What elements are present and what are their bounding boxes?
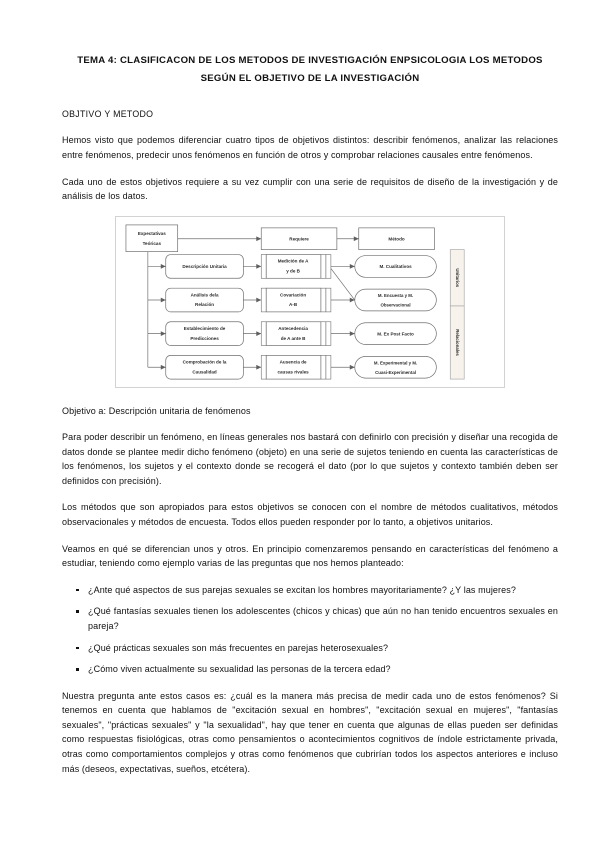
paragraph-2: Cada uno de estos objetivos requiere a su vez cumplir con una serie de requisitos de diseño de la investigación y de análisis de los datos. [62, 176, 558, 202]
diagram-group-unitarios [450, 249, 464, 305]
paragraph-1: Hemos visto que podemos diferenciar cuatro tipos de objetivos distintos: describir fenómenos, analizar las relaciones entre fenómenos, predecir unos fenómenos en función de otros y comprobar relaciones causales entre fenómenos. [62, 135, 558, 161]
svg-text:Medición de A: Medición de A [277, 258, 309, 264]
svg-text:Teóricas: Teóricas [142, 240, 162, 246]
page-title: TEMA 4: CLASIFICACON DE LOS METODOS DE INVESTIGACIÓN ENPSICOLOGIA LOS METODOS SEGÚN EL OBJETIVO DE LA INVESTIGACIÓN [77, 55, 543, 84]
svg-text:y de B: y de B [286, 268, 300, 274]
paragraph-6: Nuestra pregunta ante estos casos es: ¿cuál es la manera más precisa de medir cada uno de estos fenómenos? Si tenemos en cuenta que hablamos de "excitación sexual en hombres", "excitación sexual en mujeres", "fantasías sexuales", "prácticas sexuales" y "la sexualidad", hay que tener en cuenta que algunas de ellas pueden ser definidas como respuestas fisiológicas, otras como pensamientos o acontecimientos cognitivos de índole estrictamente privada, otras como comportamientos complejos y otras como fenómenos que cubrirían todos los aspectos anteriores e incluso más (deseos, expectativas, sueños, etcétera). [62, 690, 558, 774]
section-label: OBJTIVO Y METODO [62, 109, 154, 120]
list-item: ¿Cómo viven actualmente su sexualidad las personas de la tercera edad? [88, 662, 558, 677]
svg-text:causas rivales: causas rivales [277, 369, 309, 375]
svg-text:M. Experimental y M.: M. Experimental y M. [373, 360, 418, 366]
diagram-header-requiere [261, 228, 337, 250]
subhead-objetivo-a: Objetivo a: Descripción unitaria de fenómenos [62, 405, 251, 416]
svg-text:Covariación: Covariación [280, 292, 307, 298]
svg-text:Unitarios: Unitarios [455, 268, 461, 287]
svg-text:Descripción Unitaria: Descripción Unitaria [182, 263, 227, 269]
diagram-method-3 [355, 323, 437, 345]
svg-text:Método: Método [388, 236, 405, 242]
paragraph-5: Veamos en qué se diferencian unos y otros. En principio comenzaremos pensando en características del fenómeno a estudiar, teniendo como ejemplo varias de las preguntas que nos hemos planteado: [62, 543, 558, 569]
diagram-requirement-2 [261, 288, 331, 312]
paragraph-3: Para poder describir un fenómeno, en líneas generales nos bastará con definirlo con precisión y diseñar una recogida de datos donde se plantee medir dicho fenómeno (objeto) en una serie de sujetos teniendo en cuenta las características de los fenómenos, los sujetos y el contexto donde se recogerá el dato (por lo que sujetos y contexto también deben ser definidos con precisión). [62, 432, 558, 486]
diagram-method-2 [355, 289, 437, 311]
diagram-requirement-1 [261, 254, 331, 278]
svg-text:M. Cualitativos: M. Cualitativos [379, 263, 412, 269]
paragraph-4: Los métodos que son apropiados para estos objetivos se conocen con el nombre de métodos cualitativos, métodos observacionales y métodos de encuesta. Todos ellos pueden responder por lo tanto, a objetivos unitarios. [62, 502, 558, 528]
question-list [62, 583, 558, 677]
svg-text:Expectativas: Expectativas [137, 230, 166, 236]
svg-text:Cuasi-Experimental: Cuasi-Experimental [375, 369, 416, 375]
diagram-requirement-4 [261, 355, 331, 379]
list-item: ¿Ante qué aspectos de sus parejas sexuales se excitan los hombres mayoritariamente? ¿Y las mujeres? [88, 583, 558, 598]
svg-text:Ausencia de: Ausencia de [279, 359, 307, 365]
svg-text:Comprobación de la: Comprobación de la [182, 359, 227, 365]
methods-classification-diagram [115, 216, 505, 388]
diagram-container [62, 216, 558, 388]
list-item: ¿Qué fantasías sexuales tienen los adolescentes (chicos y chicas) que aún no han tenido encuentros sexuales en pareja? [88, 604, 558, 633]
diagram-objective-2 [166, 288, 244, 312]
diagram-method-4 [355, 356, 437, 378]
diagram-method-1 [355, 255, 437, 277]
diagram-source-box [126, 225, 178, 252]
svg-text:Causalidad: Causalidad [192, 369, 217, 375]
svg-text:Requiere: Requiere [289, 236, 309, 242]
diagram-header-metodo [359, 228, 435, 250]
svg-text:de A ante B: de A ante B [280, 335, 306, 341]
diagram-objective-3 [166, 322, 244, 346]
svg-text:M. Encuesta y M.: M. Encuesta y M. [377, 293, 414, 299]
diagram-group-relacionales [450, 306, 464, 379]
svg-text:Relación: Relación [195, 301, 215, 307]
diagram-requirement-3 [261, 322, 331, 346]
svg-text:M. Ex Post Facto: M. Ex Post Facto [377, 331, 414, 337]
svg-text:Predicciones: Predicciones [190, 335, 219, 341]
diagram-objective-1 [166, 254, 244, 278]
svg-text:Establecimiento de: Establecimiento de [183, 325, 226, 331]
svg-text:A-B: A-B [289, 301, 298, 307]
svg-text:Relacionales: Relacionales [455, 329, 461, 356]
svg-text:Antecedencia: Antecedencia [278, 325, 308, 331]
svg-text:Análisis dela: Análisis dela [190, 292, 219, 298]
svg-text:Observacional: Observacional [380, 302, 411, 308]
list-item: ¿Qué prácticas sexuales son más frecuentes en parejas heterosexuales? [88, 641, 558, 656]
diagram-svg [116, 217, 504, 387]
diagram-objective-4 [166, 355, 244, 379]
